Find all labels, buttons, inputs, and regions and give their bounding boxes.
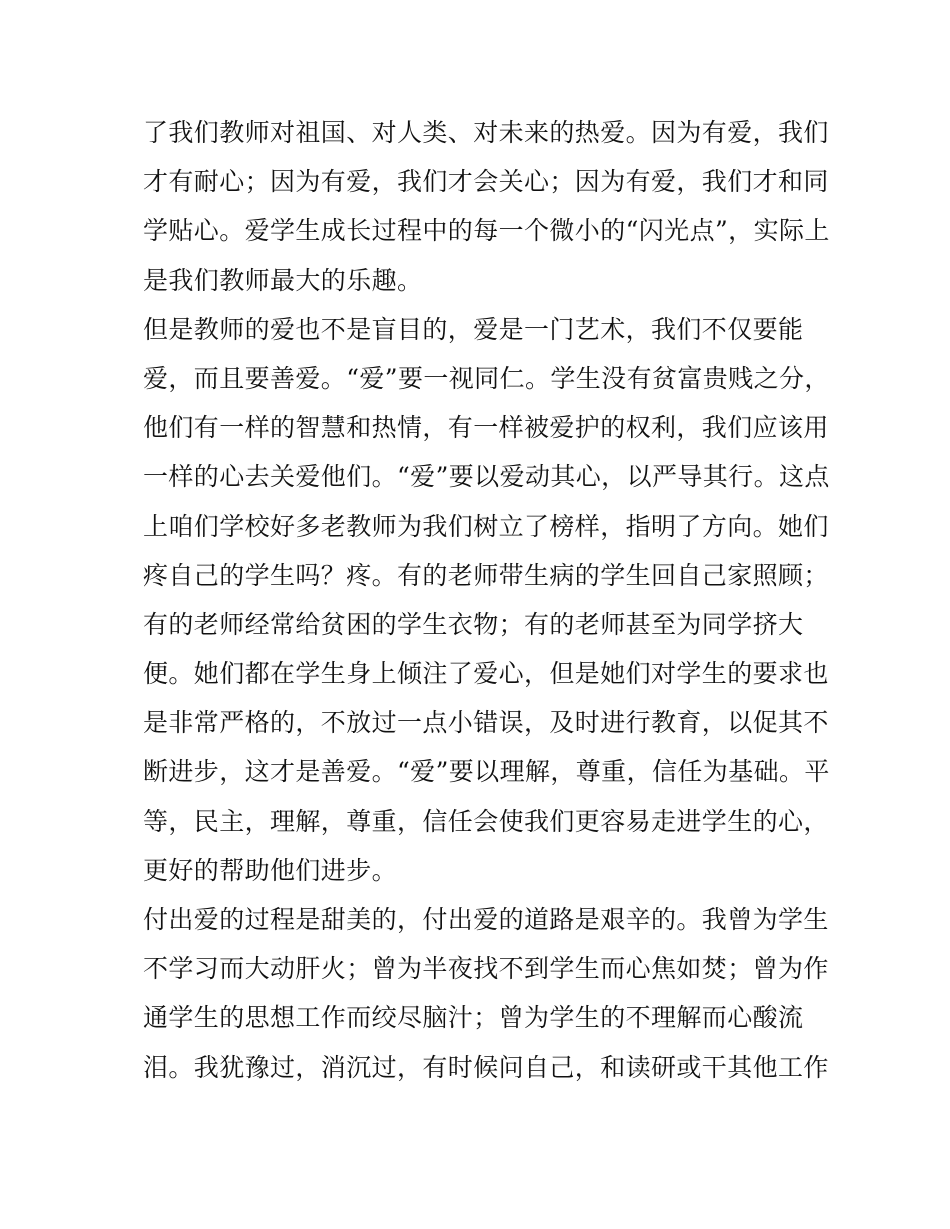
text-line: 是我们教师最大的乐趣。 [143, 265, 423, 295]
text-line: 但是教师的爱也不是盲目的，爱是一门艺术，我们不仅要能 [143, 314, 804, 344]
text-line: 是非常严格的，不放过一点小错误，及时进行教育，以促其不 [143, 708, 829, 738]
text-line: 断进步，这才是善爱。“爱”要以理解，尊重，信任为基础。平 [143, 757, 830, 787]
text-line: 才有耐心；因为有爱，我们才会关心；因为有爱，我们才和同 [143, 167, 829, 197]
text-line: 便。她们都在学生身上倾注了爱心，但是她们对学生的要求也 [143, 659, 829, 689]
text-line: 爱，而且要善爱。“爱”要一视同仁。学生没有贫富贵贱之分， [143, 363, 830, 393]
text-line: 了我们教师对祖国、对人类、对未来的热爱。因为有爱，我们 [143, 118, 829, 147]
body-text [143, 108, 830, 1092]
text-line: 通学生的思想工作而绞尽脑汁；曾为学生的不理解而心酸流 [143, 1003, 804, 1033]
text-line: 疼自己的学生吗？疼。有的老师带生病的学生回自己家照顾； [143, 560, 829, 590]
text-line: 付出爱的过程是甜美的，付出爱的道路是艰辛的。我曾为学生 [143, 905, 829, 934]
text-line: 不学习而大动肝火；曾为半夜找不到学生而心焦如焚；曾为作 [143, 954, 829, 984]
text-line: 一样的心去关爱他们。“爱”要以爱动其心，以严导其行。这点 [143, 462, 830, 492]
text-line: 泪。我犹豫过，消沉过，有时候问自己，和读研或干其他工作 [143, 1052, 829, 1082]
text-line: 等，民主，理解，尊重，信任会使我们更容易走进学生的心， [143, 806, 829, 836]
text-line: 有的老师经常给贫困的学生衣物；有的老师甚至为同学挤大 [143, 609, 804, 639]
text-line: 更好的帮助他们进步。 [143, 855, 398, 885]
text-line: 学贴心。爱学生成长过程中的每一个微小的“闪光点”，实际上 [143, 216, 830, 246]
text-line: 他们有一样的智慧和热情，有一样被爱护的权利，我们应该用 [143, 413, 829, 443]
text-line: 上咱们学校好多老教师为我们树立了榜样，指明了方向。她们 [143, 511, 829, 541]
